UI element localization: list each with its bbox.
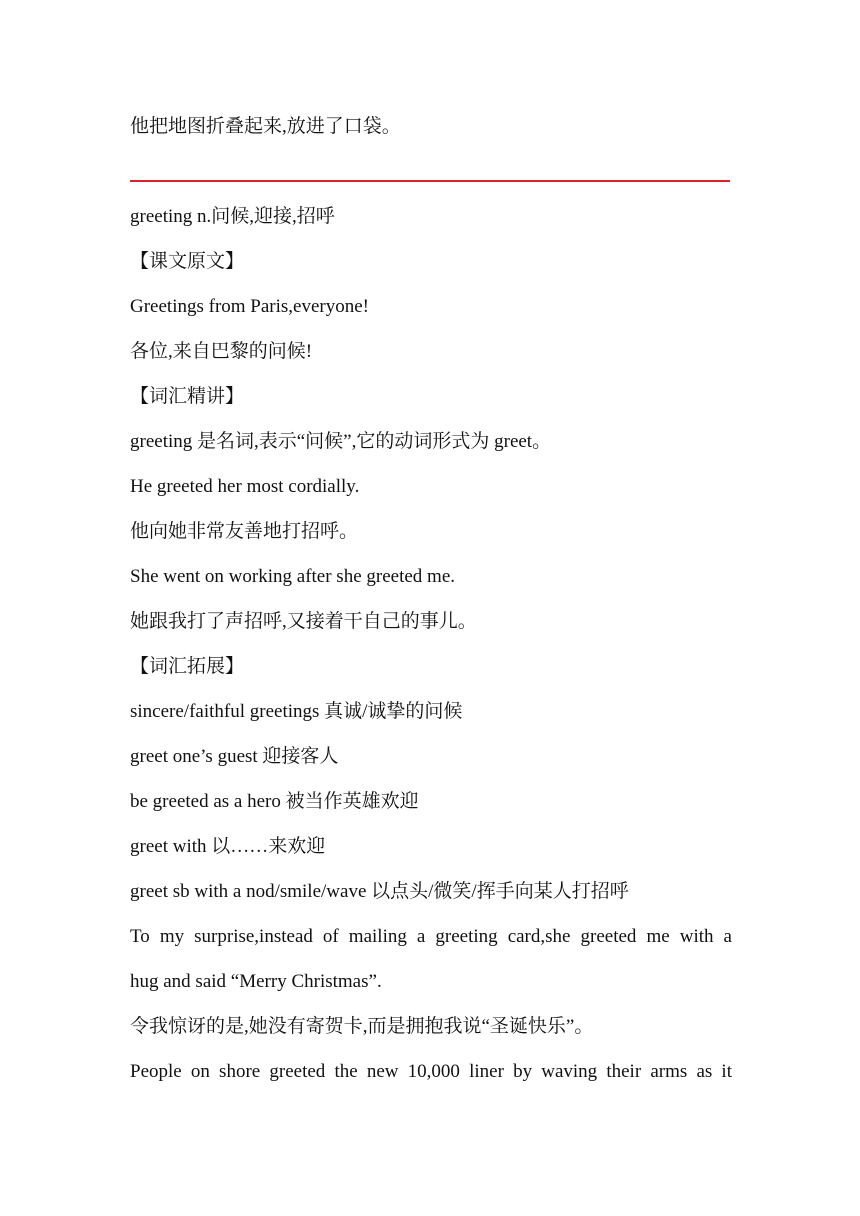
example-translation: 各位,来自巴黎的问候! (130, 341, 313, 362)
section-heading-explanation: 【词汇精讲】 (130, 386, 245, 407)
example-translation: 令我惊讶的是,她没有寄贺卡,而是拥抱我说“圣诞快乐”。 (130, 1016, 594, 1037)
example-translation: 他向她非常友善地打招呼。 (130, 521, 359, 542)
phrase-item: be greeted as a hero 被当作英雄欢迎 (130, 791, 419, 812)
example-sentence: To my surprise,instead of mailing a greeting card,she greeted me with a (130, 926, 732, 947)
example-sentence: Greetings from Paris,everyone! (130, 296, 370, 317)
explanation-text: greeting 是名词,表示“问候”,它的动词形式为 greet。 (130, 431, 552, 452)
example-sentence-continued: hug and said “Merry Christmas”. (130, 971, 382, 992)
section-heading-original-text: 【课文原文】 (130, 251, 245, 272)
intro-translation: 他把地图折叠起来,放进了口袋。 (130, 116, 401, 137)
phrase-item: greet with 以……来欢迎 (130, 836, 326, 857)
phrase-item: sincere/faithful greetings 真诚/诚挚的问候 (130, 701, 463, 722)
phrase-item: greet sb with a nod/smile/wave 以点头/微笑/挥手向某人打招呼 (130, 881, 629, 902)
example-sentence: He greeted her most cordially. (130, 476, 360, 497)
example-sentence: People on shore greeted the new 10,000 liner by waving their arms as it (130, 1061, 732, 1082)
example-sentence: She went on working after she greeted me. (130, 566, 456, 587)
section-divider (130, 180, 730, 182)
phrase-item: greet one’s guest 迎接客人 (130, 746, 339, 767)
section-heading-extension: 【词汇拓展】 (130, 656, 245, 677)
example-translation: 她跟我打了声招呼,又接着干自己的事儿。 (130, 611, 477, 632)
vocab-headword: greeting n.问候,迎接,招呼 (130, 206, 335, 227)
